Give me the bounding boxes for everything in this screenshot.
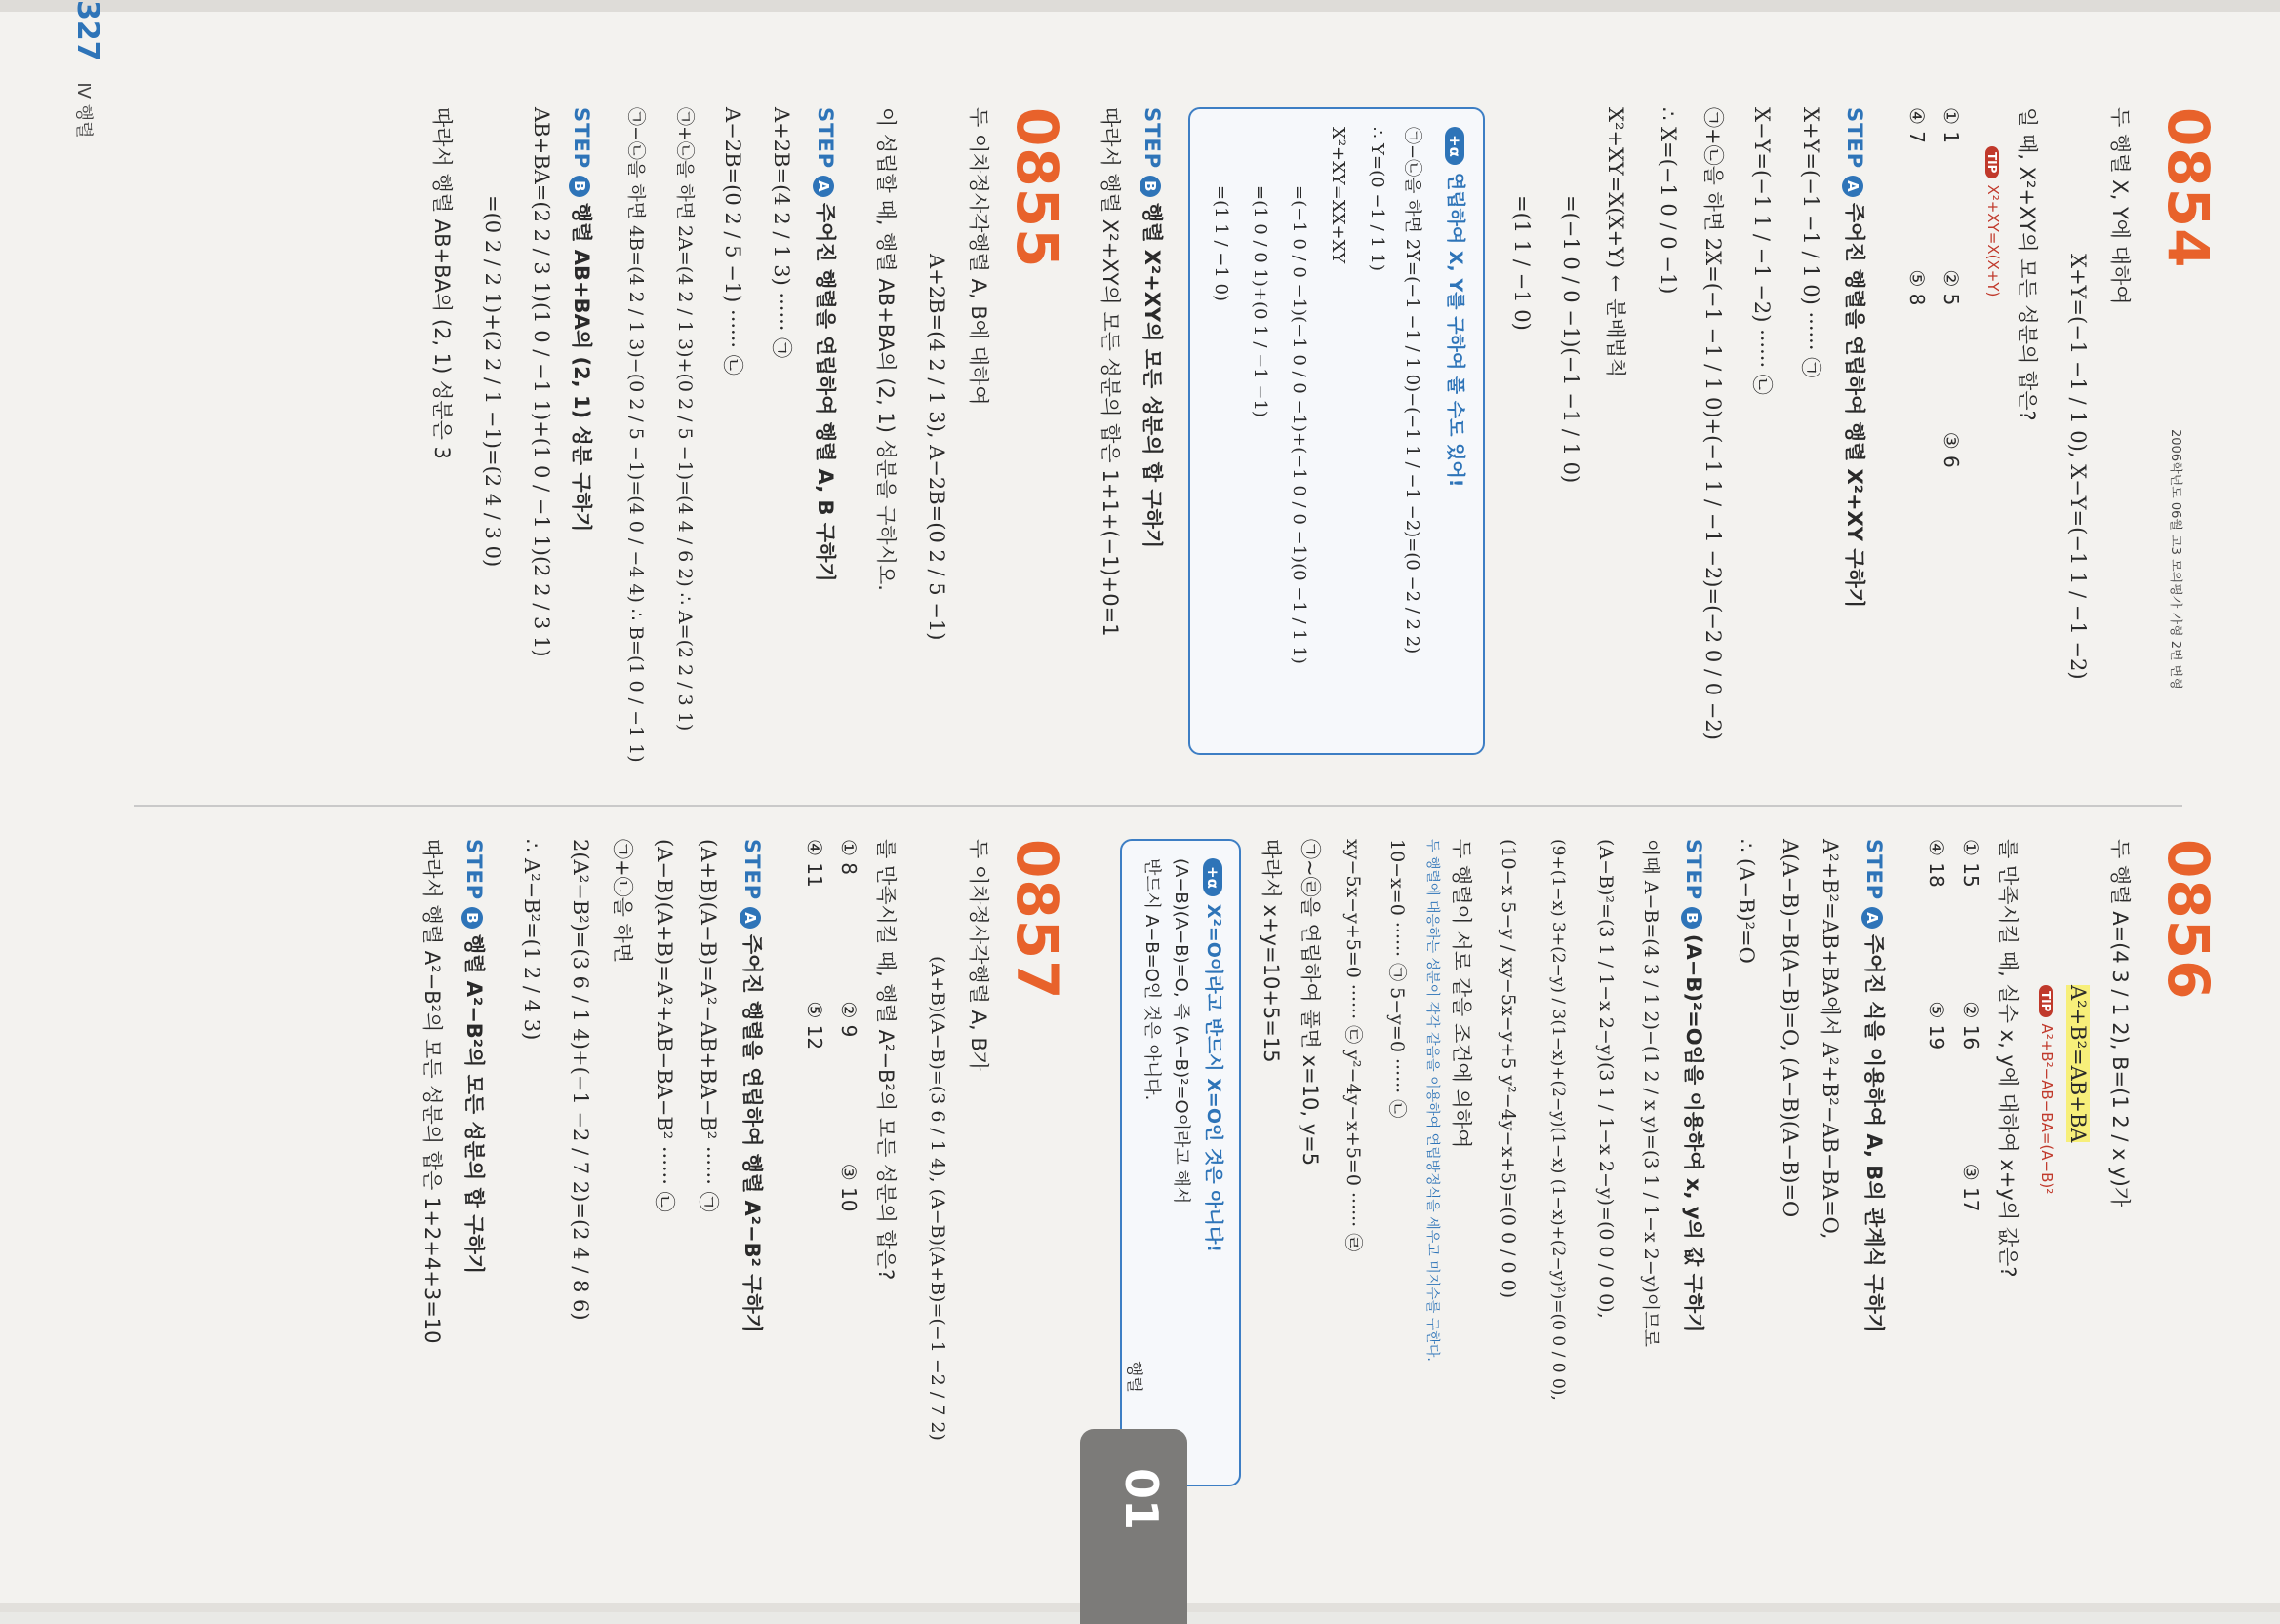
solution-line: 10−x=0 ······ ㉠ 5−y=0 ······ ㉡	[1386, 839, 1408, 1119]
option: ⑤ 8	[1905, 269, 1929, 306]
question-line: 두 이차정사각행렬 A, B에 대하여	[967, 107, 990, 406]
option: ① 15	[1959, 839, 1982, 888]
solution-line: ∴ X=(−1 0 / 0 −1)	[1657, 107, 1680, 295]
option: ② 9	[837, 1001, 860, 1038]
solution-line: (9+(1−x) 3+(2−y) / 3(1−x)+(2−y)(1−x) (1−x)+(2−y)²)=(0 0 / 0 0),	[1548, 839, 1568, 1401]
solution-line: A(A−B)−B(A−B)=O, (A−B)(A−B)=O	[1779, 839, 1802, 1218]
step-b-heading: STEP B행렬 X²+XY의 모든 성분의 합 구하기	[1140, 107, 1164, 549]
solution-line: (10−x 5−y / xy−5x−y+5 y²−4y−x+5)=(0 0 / 0 0)	[1498, 839, 1519, 1299]
solution-line: 두 행렬이 서로 같을 조건에 의하여	[1450, 839, 1473, 1149]
option: ⑤ 12	[803, 1001, 826, 1050]
box-heading: +αX²=O이라고 반드시 X=O인 것은 아니다!	[1202, 858, 1228, 1252]
tip-note	[1984, 146, 2002, 297]
box-line: =(1 1 / −1 0)	[1211, 185, 1231, 301]
answer-options	[1905, 107, 1929, 425]
option: ② 5	[1940, 269, 1963, 306]
column-divider	[134, 805, 2182, 807]
solution-line: ㉠+㉡을 하면	[611, 839, 634, 964]
solution-line: A+2B=(4 2 / 1 3) ······ ㉠	[770, 107, 793, 359]
page-footer	[70, 0, 104, 138]
solution-line: xy−5x−y+5=0 ······ ㉢ y²−4y−x+5=0 ······ ㉣	[1342, 839, 1364, 1252]
option: ③ 10	[837, 1163, 860, 1212]
solution-line: ∴ A²−B²=(1 2 / 4 3)	[520, 839, 543, 1041]
left-column	[0, 107, 2280, 771]
option: ④ 7	[1905, 107, 1929, 144]
option: ③ 6	[1940, 431, 1963, 468]
question-equation: A+2B=(4 2 / 1 3), A−2B=(0 2 / 5 −1)	[925, 254, 948, 641]
answer-options	[1925, 839, 1948, 1157]
question-line: 두 행렬 A=(4 3 / 1 2), B=(1 2 / x y)가	[2108, 839, 2132, 1208]
tip-badge: TIP	[2039, 985, 2053, 1017]
solution-line: X+Y=(−1 −1 / 1 0) ······ ㉠	[1799, 107, 1822, 378]
solution-line: AB+BA=(2 2 / 3 1)(1 0 / −1 1)+(1 0 / −1 1)(2 2 / 3 1)	[530, 107, 553, 657]
conclusion: 따라서 행렬 X²+XY의 모든 성분의 합은 1+1+(−1)+0=1	[1099, 107, 1122, 637]
answer-options	[1959, 839, 1982, 1320]
tip-badge: TIP	[1985, 146, 1999, 178]
answer-options	[803, 839, 826, 1157]
question-text: 일 때, X²+XY의 모든 성분의 합은?	[2016, 107, 2039, 421]
answer-options	[1940, 107, 1963, 588]
tip-text: X²+XY=X(X+Y)	[1984, 184, 2002, 297]
step-b-heading: STEP B(A−B)²=O임을 이용하여 x, y의 값 구하기	[1682, 839, 1705, 1333]
tip-text: A²+B²−AB−BA=(A−B)²	[2038, 1023, 2056, 1195]
solution-line: 2(A²−B²)=(3 6 / 1 4)+(−1 −2 / 7 2)=(2 4 / 8 6)	[569, 839, 592, 1321]
answer-options	[837, 839, 860, 1320]
problem-number-0857: 0857	[1004, 839, 1070, 1001]
problem-number-0855: 0855	[1004, 107, 1070, 269]
question-equation: (A+B)(A−B)=(3 6 / 1 4), (A−B)(A+B)=(−1 −2 / 7 2)	[927, 956, 948, 1441]
question-line: 두 이차정사각행렬 A, B가	[967, 839, 990, 1072]
problem-number-0854: 0854	[2155, 107, 2221, 269]
box-line: ∴ Y=(0 −1 / 1 1)	[1367, 127, 1387, 272]
solution-line: ㉠−㉡을 하면 4B=(4 2 / 1 3)−(0 2 / 5 −1)=(4 0 / −4 4) ∴ B=(1 0 / −1 1)	[625, 107, 647, 763]
step-a-heading: STEP A주어진 행렬을 연립하여 행렬 A²−B² 구하기	[740, 839, 764, 1333]
solution-line: ㉠+㉡을 하면 2A=(4 2 / 1 3)+(0 2 / 5 −1)=(4 4 / 6 2) ∴ A=(2 2 / 3 1)	[674, 107, 696, 732]
option: ② 16	[1959, 1001, 1982, 1050]
question-line: 를 만족시킬 때, 행렬 A²−B²의 모든 성분의 합은?	[874, 839, 898, 1281]
solution-line: A−2B=(0 2 / 5 −1) ······ ㉡	[721, 107, 744, 376]
tip-note	[2038, 985, 2056, 1194]
option: ⑤ 19	[1925, 1001, 1948, 1050]
option: ③ 17	[1959, 1163, 1982, 1212]
solution-line: A²+B²=AB+BA에서 A²+B²−AB−BA=O,	[1819, 839, 1842, 1240]
option: ④ 11	[803, 839, 826, 888]
solution-line: =(−1 0 / 0 −1)(−1 −1 / 1 0)	[1559, 195, 1582, 484]
chapter-tab	[1080, 1361, 1187, 1624]
section-label: Ⅳ 행렬	[73, 82, 94, 139]
question-equation: A²+B²=AB+BA	[2066, 985, 2090, 1143]
question-equation: X+Y=(−1 −1 / 1 0), X−Y=(−1 1 / −1 −2)	[2066, 254, 2090, 680]
solution-line: ∴ (A−B)²=O	[1735, 839, 1758, 964]
step-a-heading: STEP A주어진 식을 이용하여 A, B의 관계식 구하기	[1862, 839, 1886, 1333]
box-line: 반드시 A−B=O인 것은 아니다.	[1141, 858, 1162, 1101]
problem-source: 2006학년도 06월 고3 모의평가 가형 2번 변형	[2168, 429, 2182, 690]
blue-note: 두 행렬에 대응하는 성분이 각각 같음을 이용하여 연립방정식을 세우고 미지수를 구한다.	[1424, 839, 1440, 1362]
question-line: 이 성립할 때, 행렬 AB+BA의 (2, 1) 성분을 구하시오.	[874, 107, 898, 591]
conclusion: 따라서 행렬 A²−B²의 모든 성분의 합은 1+2+4+3=10	[420, 839, 444, 1344]
page-number: 327	[70, 0, 104, 61]
problem-number-0856: 0856	[2155, 839, 2221, 1001]
question-line: 를 만족시킬 때, 실수 x, y에 대하여 x+y의 값은?	[1996, 839, 2020, 1278]
option: ① 1	[1940, 107, 1963, 144]
solution-line: =(0 2 / 2 1)+(2 2 / 1 −1)=(2 4 / 3 0)	[481, 195, 504, 568]
solution-line: 이때 A−B=(4 3 / 1 2)−(1 2 / x y)=(3 1 / 1−x 2−y)이므로	[1640, 839, 1661, 1347]
step-a-heading: STEP A주어진 행렬을 연립하여 행렬 X²+XY 구하기	[1843, 107, 1866, 609]
box-line: X²+XY=XX+XY	[1328, 127, 1348, 264]
conclusion: 따라서 x+y=10+5=15	[1260, 839, 1283, 1063]
box-heading: +α연립하여 X, Y를 구하여 풀 수도 있어!	[1444, 127, 1470, 487]
solution-line: (A+B)(A−B)=A²−AB+BA−B² ······ ㉠	[697, 839, 720, 1212]
step-b-heading: STEP B행렬 A²−B²의 모든 성분의 합 구하기	[462, 839, 486, 1275]
step-a-heading: STEP A주어진 행렬을 연립하여 행렬 A, B 구하기	[814, 107, 837, 582]
box-line: (A−B)(A−B)=O, 즉 (A−B)²=O이라고 해서	[1171, 858, 1191, 1205]
box-line: =(−1 0 / 0 −1)(−1 0 / 0 −1)+(−1 0 / 0 −1)(0 −1 / 1 1)	[1289, 185, 1309, 664]
conclusion: 따라서 행렬 AB+BA의 (2, 1) 성분은 3	[430, 107, 454, 459]
question-line: 두 행렬 X, Y에 대하여	[2108, 107, 2132, 305]
solution-line: X²+XY=X(X+Y) ← 분배법칙	[1604, 107, 1627, 378]
option: ① 8	[837, 839, 860, 876]
solution-line: (A−B)²=(3 1 / 1−x 2−y)(3 1 / 1−x 2−y)=(0 0 / 0 0),	[1595, 839, 1617, 1319]
question-line	[2014, 107, 2041, 421]
solution-line: (A−B)(A+B)=A²+AB−BA−B² ······ ㉡	[653, 839, 676, 1212]
solution-line: ㉠~㉣을 연립하여 풀면 x=10, y=5	[1299, 839, 1322, 1167]
tab-word: 행렬	[1124, 1361, 1143, 1393]
box-line: =(1 0 / 0 1)+(0 1 / −1 −1)	[1250, 185, 1270, 417]
solution-line: X−Y=(−1 1 / −1 −2) ······ ㉡	[1750, 107, 1774, 395]
solution-line: =(1 1 / −1 0)	[1510, 195, 1534, 331]
tab-number: 01	[1115, 1468, 1168, 1531]
option: ④ 18	[1925, 839, 1948, 888]
right-column	[0, 839, 2280, 1502]
box-line: ㉠−㉡을 하면 2Y=(−1 −1 / 1 0)−(−1 1 / −1 −2)=(0 −2 / 2 2)	[1402, 127, 1422, 654]
step-b-heading: STEP B행렬 AB+BA의 (2, 1) 성분 구하기	[570, 107, 593, 533]
solution-line: ㉠+㉡을 하면 2X=(−1 −1 / 1 0)+(−1 1 / −1 −2)=(−2 0 / 0 −2)	[1701, 107, 1725, 740]
